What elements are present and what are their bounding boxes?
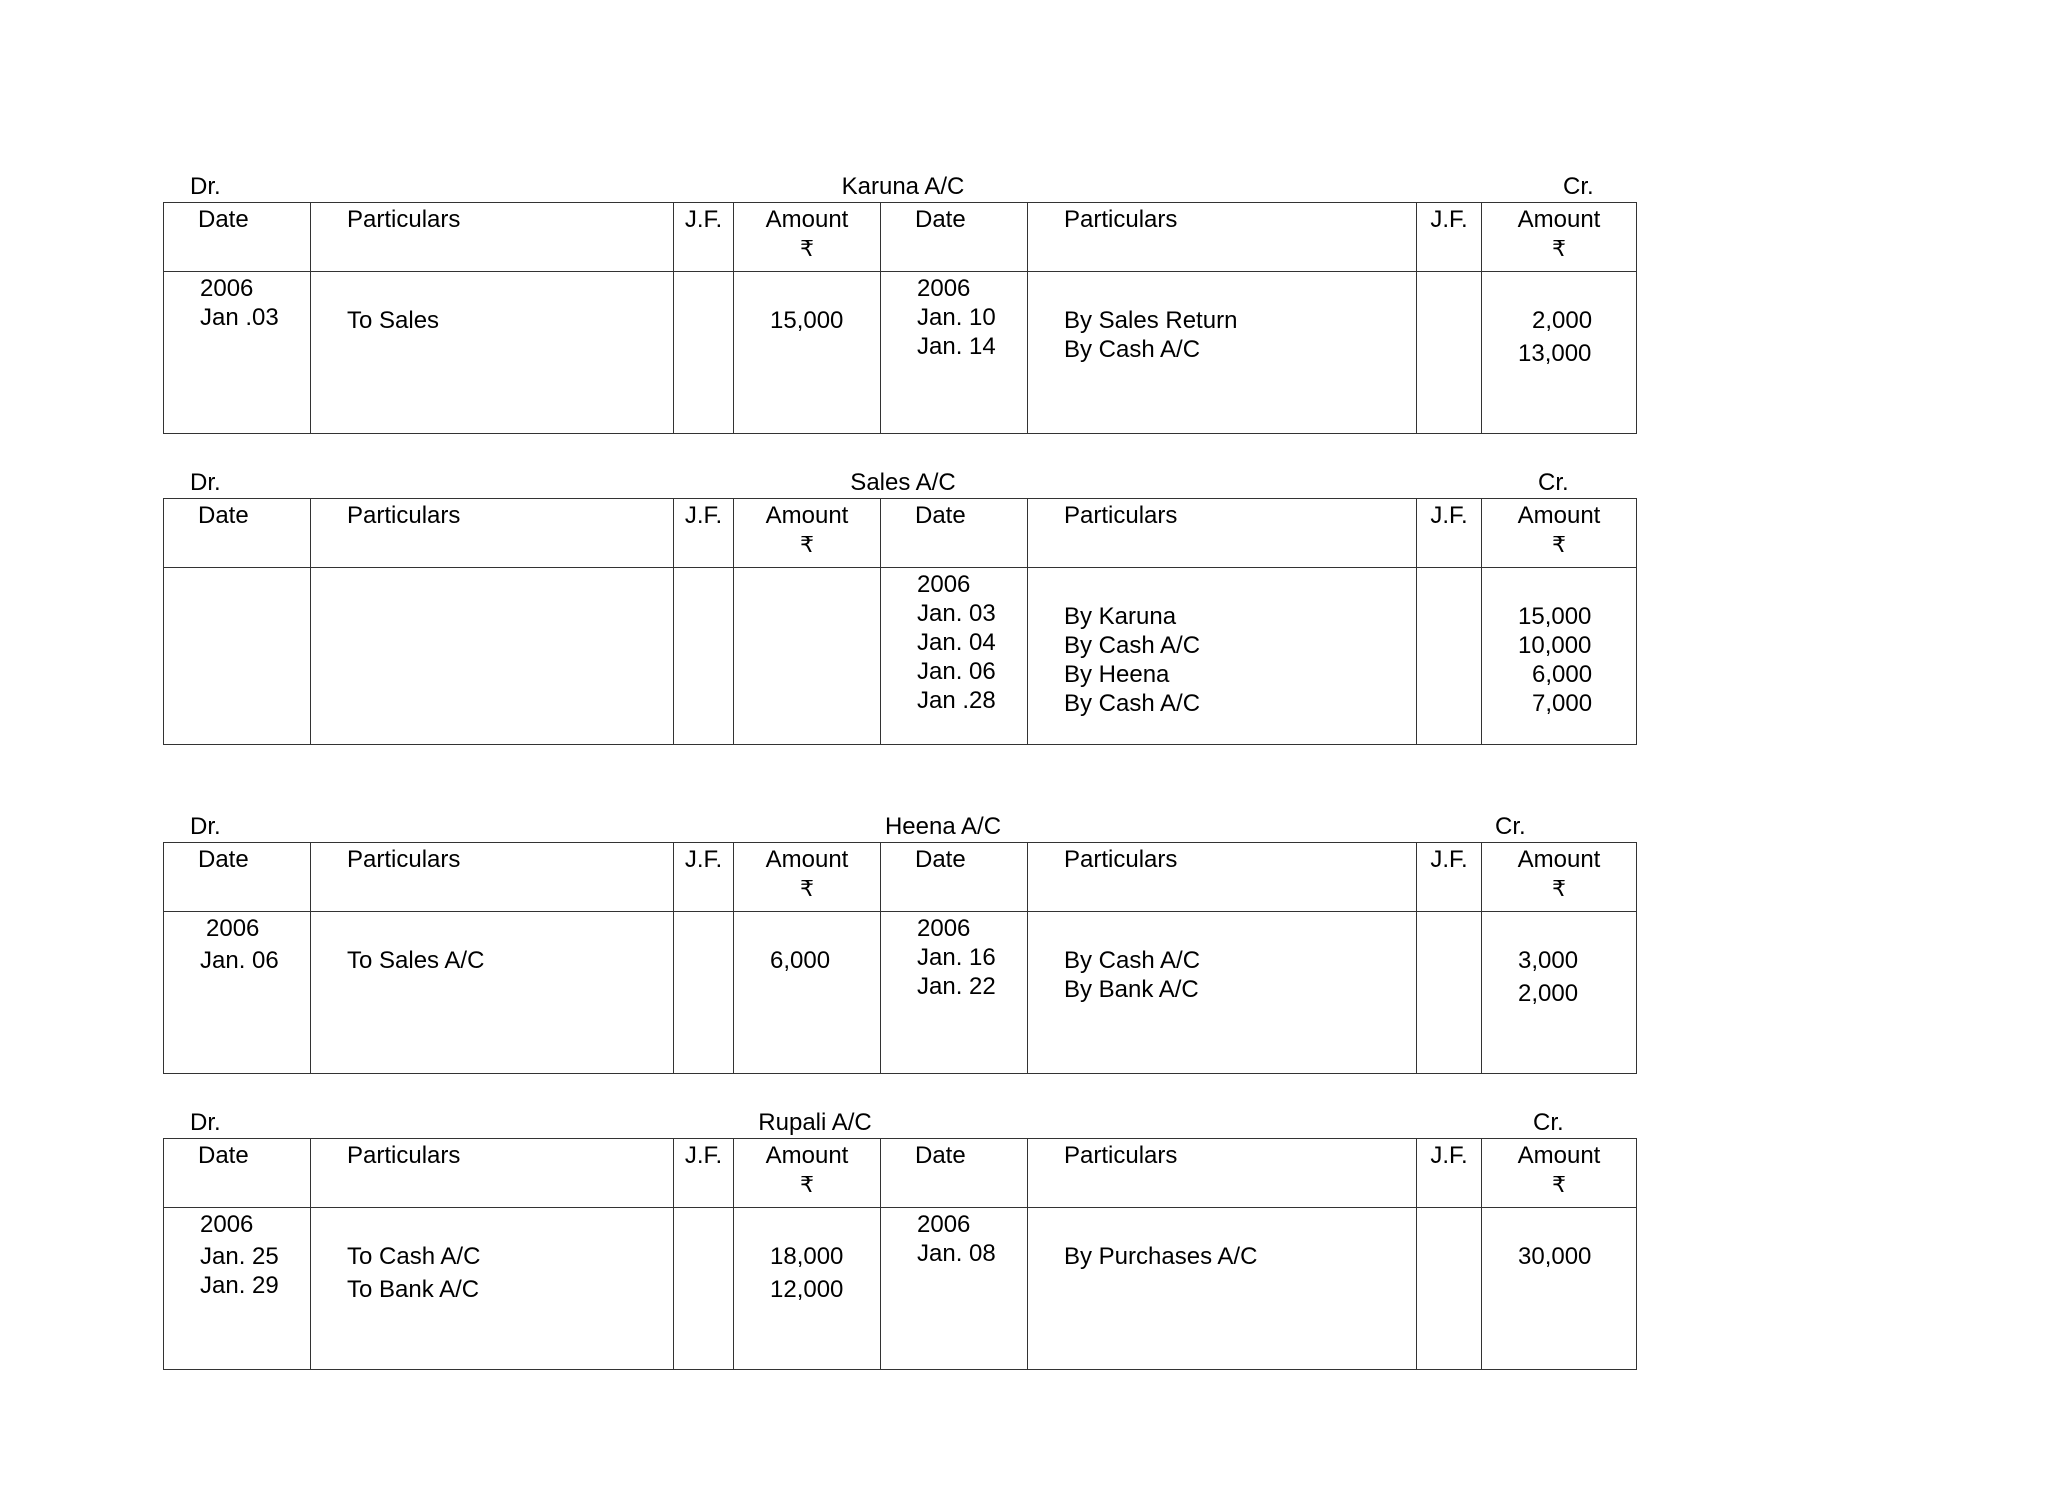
dr-year: 2006 (200, 275, 254, 302)
account-title: Heena A/C (884, 813, 1002, 840)
cr-date-cell (881, 272, 1028, 434)
cr-date-cell (881, 912, 1028, 1074)
header-particulars-text: Particulars (347, 206, 461, 233)
cr-label: Cr. (1495, 813, 1526, 840)
header-amount-cr (1482, 499, 1637, 568)
header-particulars-dr (311, 203, 674, 272)
dr-label: Dr. (190, 469, 221, 496)
ledger-rupali (163, 1108, 1636, 1370)
header-amount-text: Amount (1517, 502, 1601, 529)
header-amount-text: Amount (1517, 1142, 1601, 1169)
cr-entry-amount: 6,000 (1532, 661, 1593, 688)
header-date-dr (164, 499, 311, 568)
dr-entry-date: Jan. 29 (200, 1272, 279, 1299)
cr-entry-particulars: By Bank A/C (1064, 976, 1199, 1003)
cr-entry-particulars: By Karuna (1064, 603, 1177, 630)
header-jf-text: J.F. (684, 846, 723, 873)
dr-entry-amount: 6,000 (770, 947, 831, 974)
dr-amount-cell (734, 912, 881, 1074)
header-jf-dr (674, 203, 734, 272)
header-jf-dr (674, 843, 734, 912)
entries-row (164, 1208, 1637, 1370)
cr-entry-date: Jan. 16 (917, 944, 996, 971)
header-amount-dr (734, 499, 881, 568)
dr-particulars-cell (311, 568, 674, 745)
header-amount-text: Amount (765, 1142, 849, 1169)
cr-label: Cr. (1538, 469, 1569, 496)
cr-jf-cell (1417, 568, 1482, 745)
dr-amount-cell (734, 1208, 881, 1370)
cr-particulars-cell (1028, 1208, 1417, 1370)
header-amount-dr (734, 203, 881, 272)
cr-entry-amount: 2,000 (1532, 307, 1593, 334)
dr-label: Dr. (190, 813, 221, 840)
header-jf-dr (674, 499, 734, 568)
cr-label: Cr. (1563, 173, 1594, 200)
cr-date-cell (881, 568, 1028, 745)
header-particulars-text: Particulars (1064, 502, 1178, 529)
header-date-dr (164, 203, 311, 272)
dr-particulars-cell (311, 912, 674, 1074)
header-amount-text: Amount (765, 846, 849, 873)
header-particulars-dr (311, 843, 674, 912)
dr-jf-cell (674, 568, 734, 745)
header-jf-text: J.F. (684, 1142, 723, 1169)
cr-entry-amount: 15,000 (1518, 603, 1592, 630)
dr-year: 2006 (200, 1211, 254, 1238)
rupee-icon: ₹ (800, 236, 814, 261)
header-date-dr (164, 843, 311, 912)
header-date-text: Date (198, 846, 249, 873)
header-particulars-text: Particulars (1064, 206, 1178, 233)
cr-year: 2006 (917, 275, 971, 302)
cr-entry-amount: 13,000 (1518, 340, 1592, 367)
entries-row (164, 568, 1637, 745)
header-row (164, 1139, 1637, 1208)
header-row (164, 843, 1637, 912)
header-amount-text: Amount (765, 502, 849, 529)
rupee-icon: ₹ (800, 532, 814, 557)
cr-entry-date: Jan. 03 (917, 600, 996, 627)
account-title: Rupali A/C (758, 1109, 872, 1136)
header-jf-text: J.F. (1430, 846, 1468, 873)
cr-entry-date: Jan. 06 (917, 658, 996, 685)
dr-amount-cell (734, 568, 881, 745)
cr-amount-cell (1482, 568, 1637, 745)
entries-row (164, 912, 1637, 1074)
dr-date-cell (164, 568, 311, 745)
dr-date-cell (164, 1208, 311, 1370)
header-particulars-text: Particulars (347, 502, 461, 529)
header-date-text: Date (198, 206, 249, 233)
cr-entry-particulars: By Cash A/C (1064, 947, 1201, 974)
ledger-title-row (163, 1108, 1636, 1138)
dr-label: Dr. (190, 173, 221, 200)
rupee-icon: ₹ (1552, 876, 1566, 901)
cr-entry-particulars: By Cash A/C (1064, 632, 1201, 659)
header-particulars-text: Particulars (1064, 1142, 1178, 1169)
header-date-text: Date (915, 206, 966, 233)
dr-jf-cell (674, 912, 734, 1074)
cr-entry-particulars: By Cash A/C (1064, 690, 1201, 717)
header-particulars-cr (1028, 203, 1417, 272)
header-amount-dr (734, 1139, 881, 1208)
header-amount-cr (1482, 203, 1637, 272)
header-jf-text: J.F. (1430, 1142, 1468, 1169)
cr-entry-date: Jan. 10 (917, 304, 996, 331)
header-jf-cr (1417, 203, 1482, 272)
cr-entry-particulars: By Sales Return (1064, 307, 1238, 334)
dr-date-cell (164, 912, 311, 1074)
header-jf-cr (1417, 1139, 1482, 1208)
ledger-table (163, 1138, 1637, 1370)
header-date-text: Date (198, 502, 249, 529)
dr-entry-date: Jan. 06 (200, 947, 279, 974)
dr-jf-cell (674, 1208, 734, 1370)
cr-entry-particulars: By Heena (1064, 661, 1170, 688)
dr-date-cell (164, 272, 311, 434)
header-particulars-text: Particulars (347, 1142, 461, 1169)
ledger-heena (163, 812, 1636, 1074)
header-jf-text: J.F. (684, 206, 723, 233)
header-jf-text: J.F. (1430, 206, 1468, 233)
header-row (164, 499, 1637, 568)
rupee-icon: ₹ (1552, 1172, 1566, 1197)
cr-entry-particulars: By Purchases A/C (1064, 1243, 1258, 1270)
dr-entry-date: Jan. 25 (200, 1243, 279, 1270)
cr-year: 2006 (917, 1211, 971, 1238)
dr-label: Dr. (190, 1109, 221, 1136)
cr-entry-amount: 3,000 (1518, 947, 1579, 974)
dr-jf-cell (674, 272, 734, 434)
dr-entry-amount: 15,000 (770, 307, 844, 334)
cr-amount-cell (1482, 272, 1637, 434)
ledger-table (163, 498, 1637, 745)
header-amount-text: Amount (765, 206, 849, 233)
cr-date-cell (881, 1208, 1028, 1370)
header-amount-cr (1482, 1139, 1637, 1208)
header-particulars-text: Particulars (347, 846, 461, 873)
header-particulars-dr (311, 499, 674, 568)
cr-particulars-cell (1028, 568, 1417, 745)
account-title: Karuna A/C (841, 173, 965, 200)
header-date-text: Date (915, 846, 966, 873)
cr-entry-amount: 10,000 (1518, 632, 1592, 659)
header-date-cr (881, 843, 1028, 912)
ledger-table (163, 202, 1637, 434)
entries-row (164, 272, 1637, 434)
header-jf-cr (1417, 843, 1482, 912)
account-title: Sales A/C (850, 469, 956, 496)
rupee-icon: ₹ (800, 1172, 814, 1197)
header-particulars-dr (311, 1139, 674, 1208)
header-jf-cr (1417, 499, 1482, 568)
cr-jf-cell (1417, 912, 1482, 1074)
cr-entry-date: Jan. 22 (917, 973, 996, 1000)
rupee-icon: ₹ (1552, 236, 1566, 261)
ledger-title-row (163, 468, 1636, 498)
header-date-cr (881, 499, 1028, 568)
cr-year: 2006 (917, 915, 971, 942)
dr-entry-particulars: To Sales A/C (347, 947, 485, 974)
cr-entry-amount: 2,000 (1518, 980, 1579, 1007)
header-date-text: Date (915, 1142, 966, 1169)
dr-entry-particulars: To Cash A/C (347, 1243, 481, 1270)
header-row (164, 203, 1637, 272)
ledger-title-row (163, 172, 1636, 202)
dr-entry-particulars: To Bank A/C (347, 1276, 480, 1303)
cr-label: Cr. (1533, 1109, 1564, 1136)
dr-particulars-cell (311, 1208, 674, 1370)
header-date-text: Date (198, 1142, 249, 1169)
header-amount-text: Amount (1517, 206, 1601, 233)
dr-entry-amount: 18,000 (770, 1243, 844, 1270)
header-amount-text: Amount (1517, 846, 1601, 873)
header-particulars-text: Particulars (1064, 846, 1178, 873)
dr-entry-date: Jan .03 (200, 304, 279, 331)
header-date-text: Date (915, 502, 966, 529)
rupee-icon: ₹ (1552, 532, 1566, 557)
header-date-cr (881, 203, 1028, 272)
cr-year: 2006 (917, 571, 971, 598)
dr-year: 2006 (206, 915, 260, 942)
rupee-icon: ₹ (800, 876, 814, 901)
ledger-title-row (163, 812, 1636, 842)
dr-entry-particulars: To Sales (347, 307, 440, 334)
header-date-cr (881, 1139, 1028, 1208)
dr-particulars-cell (311, 272, 674, 434)
cr-entry-amount: 7,000 (1532, 690, 1593, 717)
cr-particulars-cell (1028, 272, 1417, 434)
header-jf-text: J.F. (684, 502, 723, 529)
cr-amount-cell (1482, 1208, 1637, 1370)
ledger-table (163, 842, 1637, 1074)
cr-entry-date: Jan. 08 (917, 1240, 996, 1267)
header-jf-text: J.F. (1430, 502, 1468, 529)
ledger-sales (163, 468, 1636, 745)
header-amount-dr (734, 843, 881, 912)
dr-entry-amount: 12,000 (770, 1276, 844, 1303)
cr-particulars-cell (1028, 912, 1417, 1074)
dr-amount-cell (734, 272, 881, 434)
header-jf-dr (674, 1139, 734, 1208)
header-particulars-cr (1028, 499, 1417, 568)
ledger-karuna (163, 172, 1636, 434)
cr-entry-amount: 30,000 (1518, 1243, 1592, 1270)
cr-entry-date: Jan .28 (917, 687, 996, 714)
cr-entry-date: Jan. 14 (917, 333, 996, 360)
header-date-dr (164, 1139, 311, 1208)
header-particulars-cr (1028, 1139, 1417, 1208)
header-amount-cr (1482, 843, 1637, 912)
cr-amount-cell (1482, 912, 1637, 1074)
cr-entry-date: Jan. 04 (917, 629, 996, 656)
header-particulars-cr (1028, 843, 1417, 912)
cr-jf-cell (1417, 272, 1482, 434)
cr-entry-particulars: By Cash A/C (1064, 336, 1201, 363)
cr-jf-cell (1417, 1208, 1482, 1370)
